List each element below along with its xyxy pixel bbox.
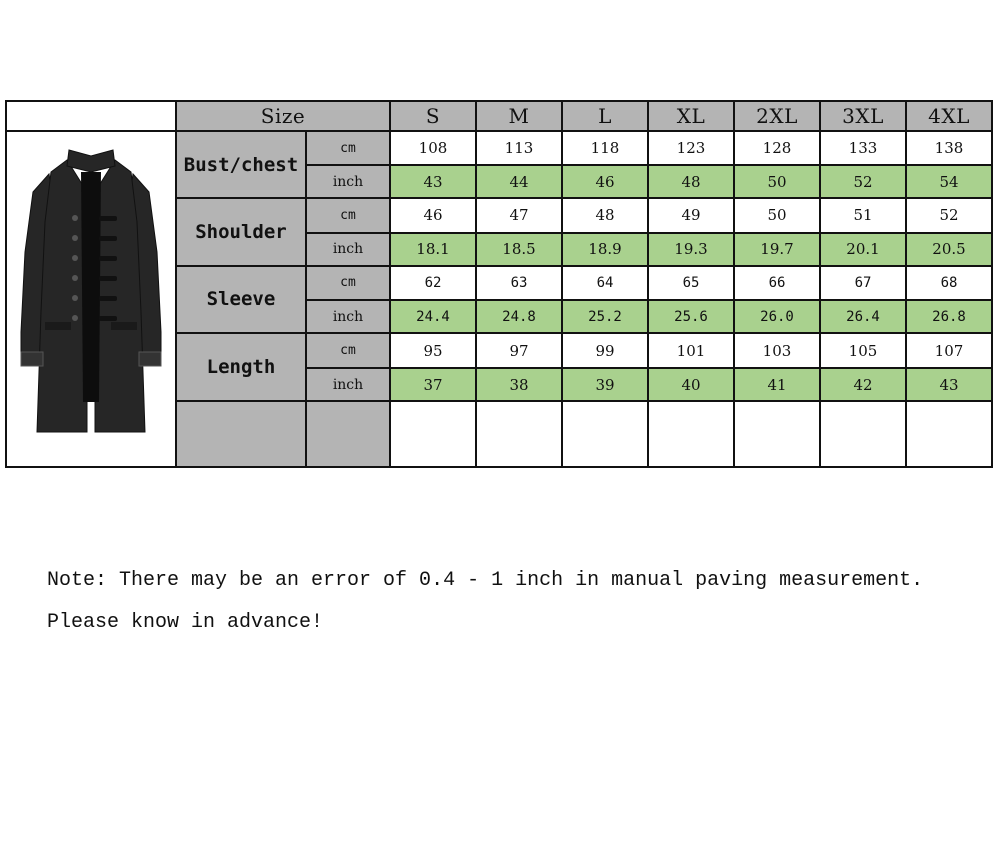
cell-value: 38	[476, 368, 562, 401]
bust-cm-row	[6, 131, 992, 165]
note-line-1: Note: There may be an error of 0.4 - 1 inch in manual paving measurement.	[47, 569, 924, 592]
note-line-2: Please know in advance!	[47, 611, 324, 634]
cell-value: 43	[906, 368, 992, 401]
size-3xl-header: 3XL	[820, 101, 906, 131]
cell-value: 18.9	[562, 233, 648, 266]
unit-cm: cm	[306, 266, 390, 301]
cell-value: 40	[648, 368, 734, 401]
cell-value: 95	[390, 333, 476, 368]
cell-value: 24.8	[476, 300, 562, 333]
length-label: Length	[176, 333, 306, 401]
cell-value: 107	[906, 333, 992, 368]
shoulder-label: Shoulder	[176, 198, 306, 266]
cell-value: 54	[906, 165, 992, 198]
jacket-icon	[11, 132, 171, 462]
unit-cm: cm	[306, 198, 390, 233]
cell-value: 18.5	[476, 233, 562, 266]
cell-value: 133	[820, 131, 906, 165]
empty-label-cell	[176, 401, 306, 467]
cell-value: 42	[820, 368, 906, 401]
unit-inch: inch	[306, 300, 390, 333]
cell-value: 52	[820, 165, 906, 198]
empty-cell	[820, 401, 906, 467]
cell-value: 26.4	[820, 300, 906, 333]
cell-value: 47	[476, 198, 562, 233]
cell-value: 24.4	[390, 300, 476, 333]
cell-value: 67	[820, 266, 906, 301]
cell-value: 64	[562, 266, 648, 301]
sleeve-label: Sleeve	[176, 266, 306, 334]
cell-value: 63	[476, 266, 562, 301]
unit-cm: cm	[306, 131, 390, 165]
cell-value: 41	[734, 368, 820, 401]
cell-value: 26.0	[734, 300, 820, 333]
cell-value: 39	[562, 368, 648, 401]
cell-value: 108	[390, 131, 476, 165]
size-4xl-header: 4XL	[906, 101, 992, 131]
cell-value: 101	[648, 333, 734, 368]
unit-inch: inch	[306, 368, 390, 401]
cell-value: 97	[476, 333, 562, 368]
size-s-header: S	[390, 101, 476, 131]
size-2xl-header: 2XL	[734, 101, 820, 131]
cell-value: 46	[390, 198, 476, 233]
empty-cell	[906, 401, 992, 467]
empty-unit-cell	[306, 401, 390, 467]
cell-value: 20.1	[820, 233, 906, 266]
cell-value: 138	[906, 131, 992, 165]
cell-value: 48	[562, 198, 648, 233]
cell-value: 18.1	[390, 233, 476, 266]
product-image	[6, 131, 176, 467]
cell-value: 25.2	[562, 300, 648, 333]
cell-value: 48	[648, 165, 734, 198]
cell-value: 68	[906, 266, 992, 301]
cell-value: 105	[820, 333, 906, 368]
cell-value: 52	[906, 198, 992, 233]
cell-value: 37	[390, 368, 476, 401]
cell-value: 19.7	[734, 233, 820, 266]
corner-cell	[6, 101, 176, 131]
size-l-header: L	[562, 101, 648, 131]
empty-cell	[734, 401, 820, 467]
cell-value: 103	[734, 333, 820, 368]
empty-cell	[390, 401, 476, 467]
cell-value: 123	[648, 131, 734, 165]
cell-value: 66	[734, 266, 820, 301]
size-header: Size	[176, 101, 390, 131]
cell-value: 49	[648, 198, 734, 233]
size-m-header: M	[476, 101, 562, 131]
measurement-note	[47, 560, 923, 644]
cell-value: 118	[562, 131, 648, 165]
bust-label: Bust/chest	[176, 131, 306, 198]
empty-cell	[562, 401, 648, 467]
cell-value: 43	[390, 165, 476, 198]
empty-cell	[648, 401, 734, 467]
cell-value: 25.6	[648, 300, 734, 333]
cell-value: 50	[734, 198, 820, 233]
cell-value: 26.8	[906, 300, 992, 333]
unit-cm: cm	[306, 333, 390, 368]
cell-value: 46	[562, 165, 648, 198]
cell-value: 20.5	[906, 233, 992, 266]
unit-inch: inch	[306, 233, 390, 266]
cell-value: 50	[734, 165, 820, 198]
size-xl-header: XL	[648, 101, 734, 131]
cell-value: 44	[476, 165, 562, 198]
size-chart-table	[5, 100, 993, 468]
cell-value: 62	[390, 266, 476, 301]
cell-value: 128	[734, 131, 820, 165]
cell-value: 113	[476, 131, 562, 165]
unit-inch: inch	[306, 165, 390, 198]
size-header-row	[6, 101, 992, 131]
cell-value: 19.3	[648, 233, 734, 266]
cell-value: 65	[648, 266, 734, 301]
cell-value: 99	[562, 333, 648, 368]
empty-cell	[476, 401, 562, 467]
cell-value: 51	[820, 198, 906, 233]
